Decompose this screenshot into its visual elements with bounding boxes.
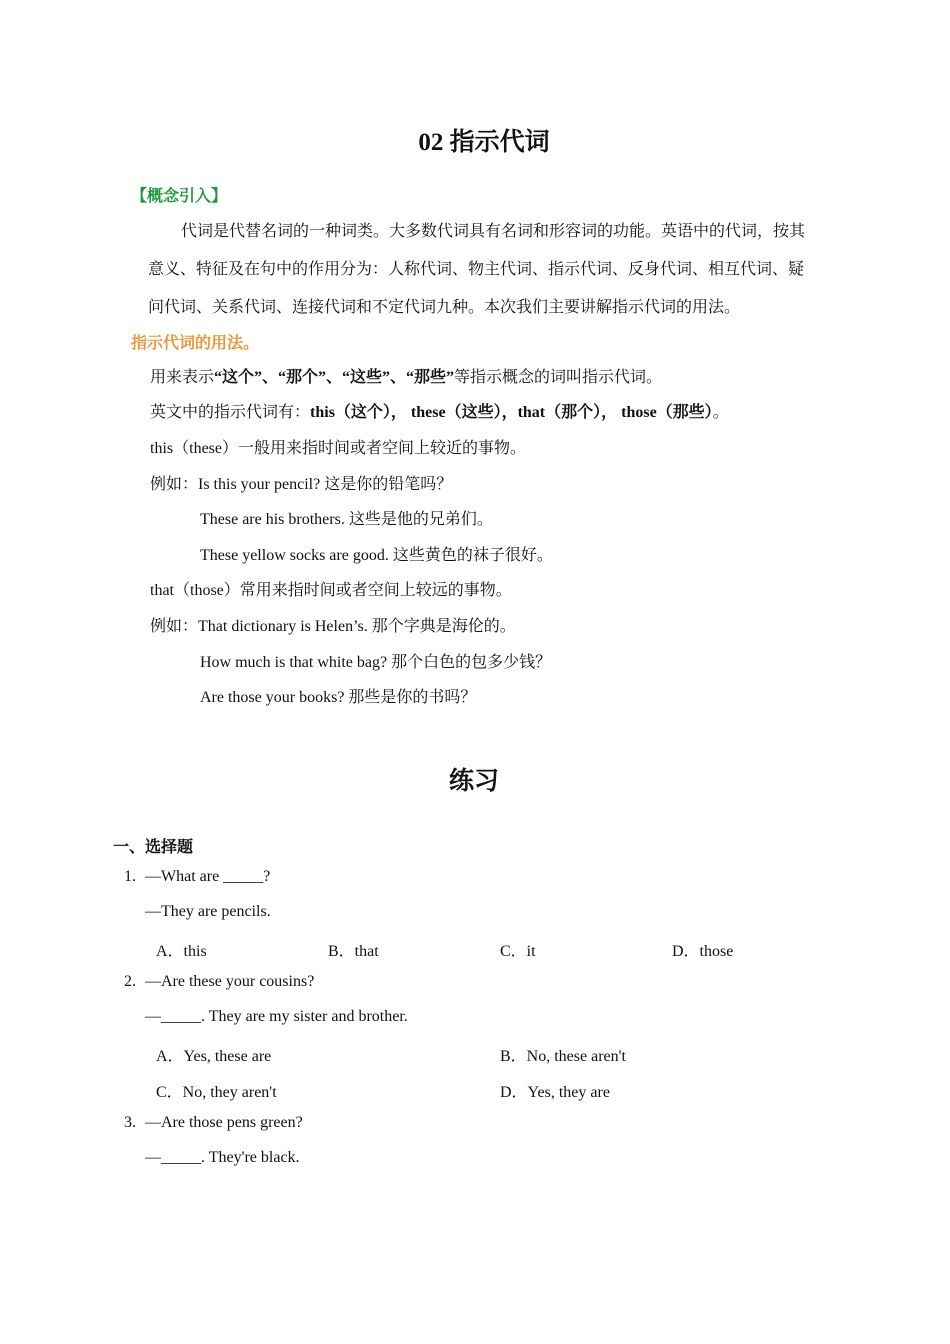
question-2-text: —Are these your cousins? [145,973,315,990]
usage-line-1 [150,364,662,387]
that-example-1: 例如：That dictionary is Helen’s. 那个字典是海伦的。 [150,618,516,635]
question-3-answer: —_____. They're black. [145,1149,300,1166]
usage-line-2-bold: this（这个）， these（这些），that（那个）， those（那些） [310,404,713,421]
usage-line-1-post: 等指示概念的词叫指示代词。 [454,369,663,386]
question-2-option-c[interactable]: C．No, they aren't [156,1084,277,1101]
question-2-option-d[interactable]: D．Yes, they are [500,1084,610,1101]
usage-line-2 [150,399,729,422]
question-1-option-d[interactable]: D．those [672,943,734,960]
question-1-option-c[interactable]: C．it [500,943,536,960]
this-example-2: These are his brothers. 这些是他的兄弟们。 [200,511,493,528]
that-description: that（those）常用来指时间或者空间上较远的事物。 [150,582,512,599]
page-title: 02 指示代词 [418,129,550,156]
that-example-2: How much is that white bag? 那个白色的包多少钱？ [200,654,552,671]
question-1-answer: —They are pencils. [145,903,271,920]
question-1-option-a[interactable]: A．this [156,943,207,960]
concept-line-3: 问代词、关系代词、连接代词和不定代词九种。本次我们主要讲解指示代词的用法。 [148,299,741,316]
that-example-3: Are those your books? 那些是你的书吗？ [200,689,477,706]
question-1-option-b[interactable]: B．that [328,943,379,960]
usage-heading: 指示代词的用法。 [131,333,260,352]
this-example-1: 例如：Is this your pencil? 这是你的铅笔吗？ [150,476,453,493]
question-3-number: 3. [124,1114,136,1131]
concept-line-1: 代词是代替名词的一种词类。大多数代词具有名词和形容词的功能。英语中的代词，按其 [181,223,806,240]
usage-line-2-pre: 英文中的指示代词有： [150,404,311,421]
section-heading: 一、选择题 [113,839,194,856]
usage-line-2-post: 。 [712,404,729,421]
this-example-3: These yellow socks are good. 这些黄色的袜子很好。 [200,547,553,564]
question-2-answer: —_____. They are my sister and brother. [145,1008,408,1025]
question-3-text: —Are those pens green? [145,1114,303,1131]
concept-line-2: 意义、特征及在句中的作用分为：人称代词、物主代词、指示代词、反身代词、相互代词、疑 [148,261,805,278]
usage-line-1-bold: “这个”、“那个”、“这些”、“那些” [214,369,455,386]
question-2-option-a[interactable]: A．Yes, these are [156,1048,272,1065]
question-1-text: —What are _____? [145,868,271,885]
this-description: this（these）一般用来指时间或者空间上较近的事物。 [150,440,526,457]
concept-heading: 【概念引入】 [131,186,228,205]
usage-line-1-pre: 用来表示 [150,369,215,386]
question-2-option-b[interactable]: B．No, these aren't [500,1048,626,1065]
question-2-number: 2. [124,973,136,990]
question-1-number: 1. [124,868,136,885]
practice-title: 练习 [448,768,499,795]
